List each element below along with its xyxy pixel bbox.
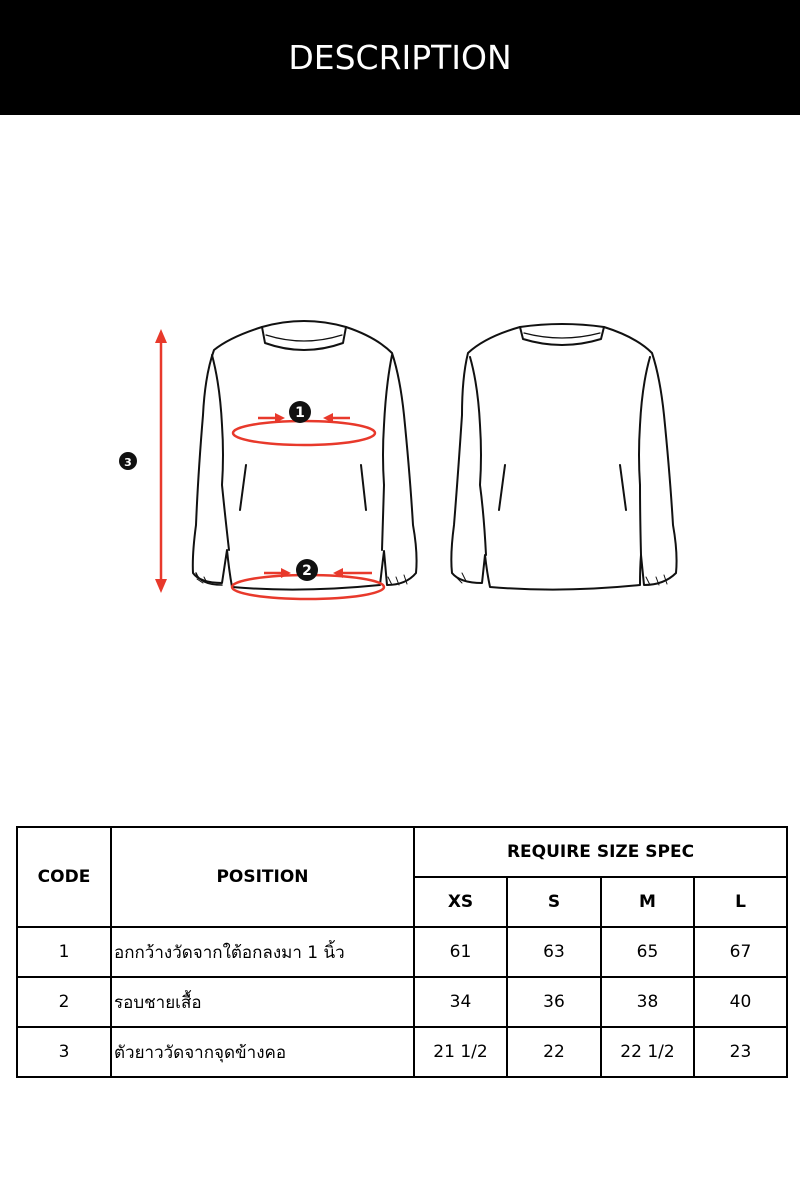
row-value-s: 63 xyxy=(507,927,601,977)
back-view xyxy=(451,324,676,590)
code-header: CODE xyxy=(17,827,111,927)
row-code: 3 xyxy=(17,1027,111,1077)
size-spec-table xyxy=(16,826,788,1078)
row-code: 2 xyxy=(17,977,111,1027)
row-value-xs: 34 xyxy=(414,977,507,1027)
table-row xyxy=(17,977,787,1027)
sweater-illustration xyxy=(0,115,800,825)
length-measure xyxy=(119,329,167,593)
marker-3-label: 3 xyxy=(124,456,132,469)
garment-diagram xyxy=(0,115,800,825)
row-value-l: 67 xyxy=(694,927,787,977)
row-position: อกกว้างวัดจากใต้อกลงมา 1 นิ้ว xyxy=(111,927,414,977)
row-value-l: 23 xyxy=(694,1027,787,1077)
row-value-m: 38 xyxy=(601,977,694,1027)
row-value-s: 36 xyxy=(507,977,601,1027)
hem-measure xyxy=(232,559,384,599)
marker-1-label: 1 xyxy=(295,405,305,421)
page-header xyxy=(0,0,800,115)
marker-2-label: 2 xyxy=(302,563,312,579)
row-value-xs: 21 1/2 xyxy=(414,1027,507,1077)
row-value-m: 22 1/2 xyxy=(601,1027,694,1077)
table-row xyxy=(17,1027,787,1077)
row-position: รอบชายเสื้อ xyxy=(111,977,414,1027)
table-row xyxy=(17,927,787,977)
size-l-header: L xyxy=(694,877,787,927)
size-xs-header: XS xyxy=(414,877,507,927)
chest-measure xyxy=(233,401,375,445)
front-view xyxy=(193,321,417,590)
row-value-xs: 61 xyxy=(414,927,507,977)
row-code: 1 xyxy=(17,927,111,977)
page-title: DESCRIPTION xyxy=(288,38,512,77)
position-header: POSITION xyxy=(111,827,414,927)
size-m-header: M xyxy=(601,877,694,927)
row-value-m: 65 xyxy=(601,927,694,977)
size-s-header: S xyxy=(507,877,601,927)
spec-header: REQUIRE SIZE SPEC xyxy=(414,827,787,877)
row-value-l: 40 xyxy=(694,977,787,1027)
row-position: ตัวยาววัดจากจุดข้างคอ xyxy=(111,1027,414,1077)
row-value-s: 22 xyxy=(507,1027,601,1077)
